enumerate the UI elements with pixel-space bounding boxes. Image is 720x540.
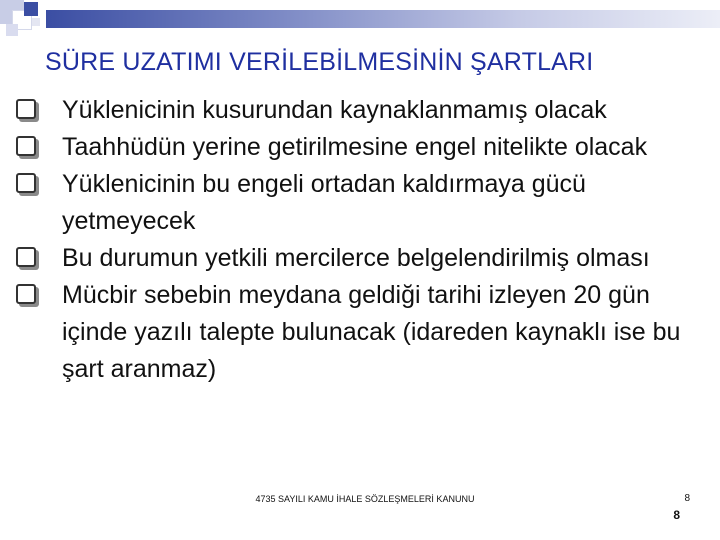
bullet-item — [16, 92, 706, 129]
bullet-item — [16, 129, 706, 166]
bullet-text: Yüklenicinin kusurundan kaynaklanmamış olacak — [62, 96, 607, 124]
footer-law-title: 4735 SAYILI KAMU İHALE SÖZLEŞMELERİ KANUNU — [255, 494, 475, 504]
checkbox-square-icon — [16, 173, 36, 193]
header-gradient-bar — [46, 10, 720, 28]
bullet-text: Yüklenicinin bu engeli ortadan kaldırmaya gücü yetmeyecek — [62, 170, 586, 235]
decor-square — [24, 2, 38, 16]
slide-title: SÜRE UZATIMI VERİLEBİLMESİNİN ŞARTLARI — [45, 48, 594, 76]
checkbox-square-icon — [16, 99, 36, 119]
bullet-list — [16, 92, 706, 388]
bullet-text: Taahhüdün yerine getirilmesine engel nitelikte olacak — [62, 133, 648, 161]
checkbox-square-icon — [16, 247, 36, 267]
checkbox-square-icon — [16, 284, 36, 304]
page-number-bold: 8 — [673, 508, 680, 522]
bullet-item — [16, 166, 706, 240]
decor-square — [32, 18, 40, 26]
checkbox-square-icon — [16, 136, 36, 156]
bullet-text: Mücbir sebebin meydana geldiği tarihi izleyen 20 gün içinde yazılı talepte bulunacak (idareden kaynaklı ise bu şart aranmaz) — [62, 281, 681, 383]
bullet-item — [16, 277, 706, 388]
bullet-text: Bu durumun yetkili mercilerce belgelendirilmiş olması — [62, 244, 650, 272]
page-number: 8 — [684, 493, 690, 504]
decor-square — [6, 24, 18, 36]
bullet-item — [16, 240, 706, 277]
